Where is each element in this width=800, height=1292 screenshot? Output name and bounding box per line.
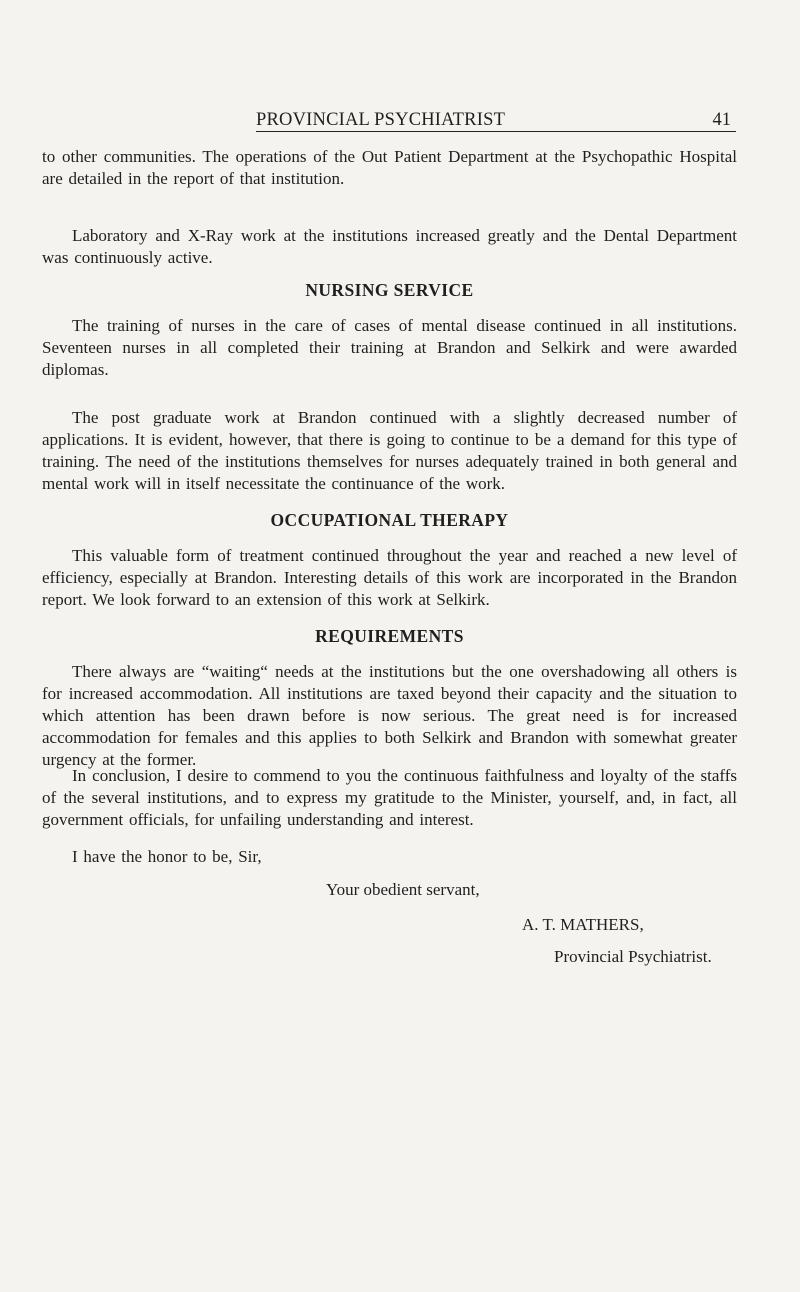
running-header bbox=[256, 110, 731, 132]
signature-name: A. T. MATHERS, bbox=[522, 915, 644, 934]
paragraph-salutation: I have the honor to be, Sir, bbox=[72, 847, 262, 866]
heading-requirements: REQUIREMENTS bbox=[315, 626, 464, 646]
paragraph-post-graduate: The post graduate work at Brandon continued with a slightly decreased number of applications. It is evident, however, that there is going to continue to be a demand for this type of training. The need of the institutions themselves for nurses adequately trained in both general and mental work will in itself necessitate the continuance of the work. bbox=[42, 408, 737, 493]
paragraph-nurse-training: The training of nurses in the care of cases of mental disease continued in all institutions. Seventeen nurses in all completed their training at Brandon and Selkirk and were awarded diplomas. bbox=[42, 316, 737, 379]
paragraph-conclusion: In conclusion, I desire to commend to you the continuous faithfulness and loyalty of the staffs of the several institutions, and to express my gratitude to the Minister, yourself, and, in fact, all government officials, for unfailing understanding and interest. bbox=[42, 766, 737, 829]
paragraph-laboratory: Laboratory and X-Ray work at the institutions increased greatly and the Dental Department was continuously active. bbox=[42, 226, 737, 267]
heading-nursing-service: NURSING SERVICE bbox=[305, 280, 474, 300]
page-number: 41 bbox=[712, 110, 731, 130]
heading-occupational-therapy: OCCUPATIONAL THERAPY bbox=[270, 510, 509, 530]
signature-title: Provincial Psychiatrist. bbox=[554, 947, 712, 966]
paragraph-occupational: This valuable form of treatment continued throughout the year and reached a new level of efficiency, especially at Brandon. Interesting details of this work are incorporated in the Brandon report. We look forward to an extension of this work at Selkirk. bbox=[42, 546, 737, 609]
header-rule bbox=[256, 131, 736, 132]
paragraph-out-patient: to other communities. The operations of the Out Patient Department at the Psychopathic Hospital are detailed in the report of that institution. bbox=[42, 147, 737, 188]
running-title: PROVINCIAL PSYCHIATRIST bbox=[256, 110, 506, 130]
paragraph-requirements: There always are “waiting“ needs at the institutions but the one overshadowing all others is for increased accommodation. All institutions are taxed beyond their capacity and the situation to which attention has been drawn before is now serious. The great need is for increased accommodation for females and this applies to both Selkirk and Brandon with somewhat greater urgency at the former. bbox=[42, 662, 737, 769]
signature-closing: Your obedient servant, bbox=[326, 880, 480, 899]
